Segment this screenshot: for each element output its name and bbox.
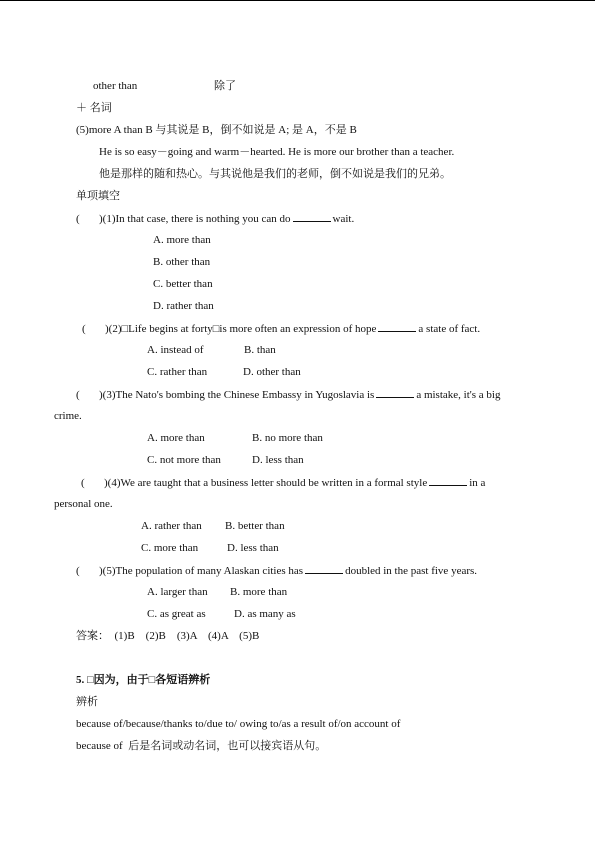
question-4 xyxy=(81,476,485,490)
option-2c: C. rather than xyxy=(147,366,208,378)
option-2d: D. other than xyxy=(243,366,301,378)
example-english: He is so easy－going and warm－hearted. He is more our brother than a teacher. xyxy=(99,146,455,158)
option-1b: B. other than xyxy=(153,256,211,268)
option-4c: C. more than xyxy=(141,542,199,554)
option-4d: D. less than xyxy=(227,542,279,554)
answer-blank xyxy=(376,388,414,398)
other-than-meaning: 除了 xyxy=(214,80,236,92)
option-5c: C. as great as xyxy=(147,608,206,620)
question-stem-end: a state of fact. xyxy=(418,323,481,335)
exercise-heading: 单项填空 xyxy=(76,190,120,202)
question-stem: )(3)The Nato's bombing the Chinese Embassy in Yugoslavia is xyxy=(99,389,375,401)
option-4b: B. better than xyxy=(225,520,285,532)
question-stem-end: doubled in the past five years. xyxy=(345,565,478,577)
plus-noun-note: ＋ 名词 xyxy=(76,102,112,114)
other-than-term: other than xyxy=(93,80,138,92)
option-2b: B. than xyxy=(244,344,276,356)
answer-blank xyxy=(378,322,416,332)
option-4a: A. rather than xyxy=(141,520,202,532)
example-chinese: 他是那样的随和热心。与其说他是我们的老师，倒不如说是我们的兄弟。 xyxy=(99,168,451,180)
answer-paren: ( xyxy=(76,389,80,401)
answer-paren: ( xyxy=(76,565,80,577)
option-5d: D. as many as xyxy=(234,608,296,620)
option-3b: B. no more than xyxy=(252,432,323,444)
question-stem: )(2)□Life begins at forty□is more often an expression of hope xyxy=(105,323,377,335)
answer-paren: ( xyxy=(76,213,80,225)
question-1 xyxy=(76,212,354,226)
question-3 xyxy=(76,388,500,402)
item5-definition: (5)more A than B 与其说是 B，倒不如说是 A; 是 A，不是 B xyxy=(76,124,357,136)
option-5b: B. more than xyxy=(230,586,288,598)
question-3-continued: crime. xyxy=(54,410,82,422)
answer-blank xyxy=(429,476,467,486)
because-of-note: because of 后是名词或动名词，也可以接宾语从句。 xyxy=(76,740,327,752)
option-3c: C. not more than xyxy=(147,454,221,466)
option-1d: D. rather than xyxy=(153,300,214,312)
option-5a: A. larger than xyxy=(147,586,208,598)
question-stem: )(1)In that case, there is nothing you can do xyxy=(99,213,291,225)
option-3a: A. more than xyxy=(147,432,205,444)
question-stem-end: a mistake, it's a big xyxy=(416,389,501,401)
question-2 xyxy=(82,322,480,336)
question-stem: )(4)We are taught that a business letter should be written in a formal style xyxy=(104,477,428,489)
answer-blank xyxy=(305,564,343,574)
page-top-border xyxy=(0,0,595,1)
answer-paren: ( xyxy=(82,323,86,335)
question-4-continued: personal one. xyxy=(54,498,113,510)
answer-blank xyxy=(293,212,331,222)
question-stem: )(5)The population of many Alaskan cities has xyxy=(99,565,304,577)
answer-paren: ( xyxy=(81,477,85,489)
question-stem-end: wait. xyxy=(332,213,355,225)
option-3d: D. less than xyxy=(252,454,304,466)
option-1c: C. better than xyxy=(153,278,213,290)
option-1a: A. more than xyxy=(153,234,211,246)
section-5-subtitle: 辨析 xyxy=(76,696,98,708)
question-stem-end: in a xyxy=(469,477,486,489)
phrase-list: because of/because/thanks to/due to/ owing to/as a result of/on account of xyxy=(76,718,401,730)
question-5 xyxy=(76,564,477,578)
answer-key: 答案： (1)B (2)B (3)A (4)A (5)B xyxy=(76,630,260,642)
section-5-title: 5. □因为，由于□各短语辨析 xyxy=(76,674,211,686)
option-2a: A. instead of xyxy=(147,344,204,356)
